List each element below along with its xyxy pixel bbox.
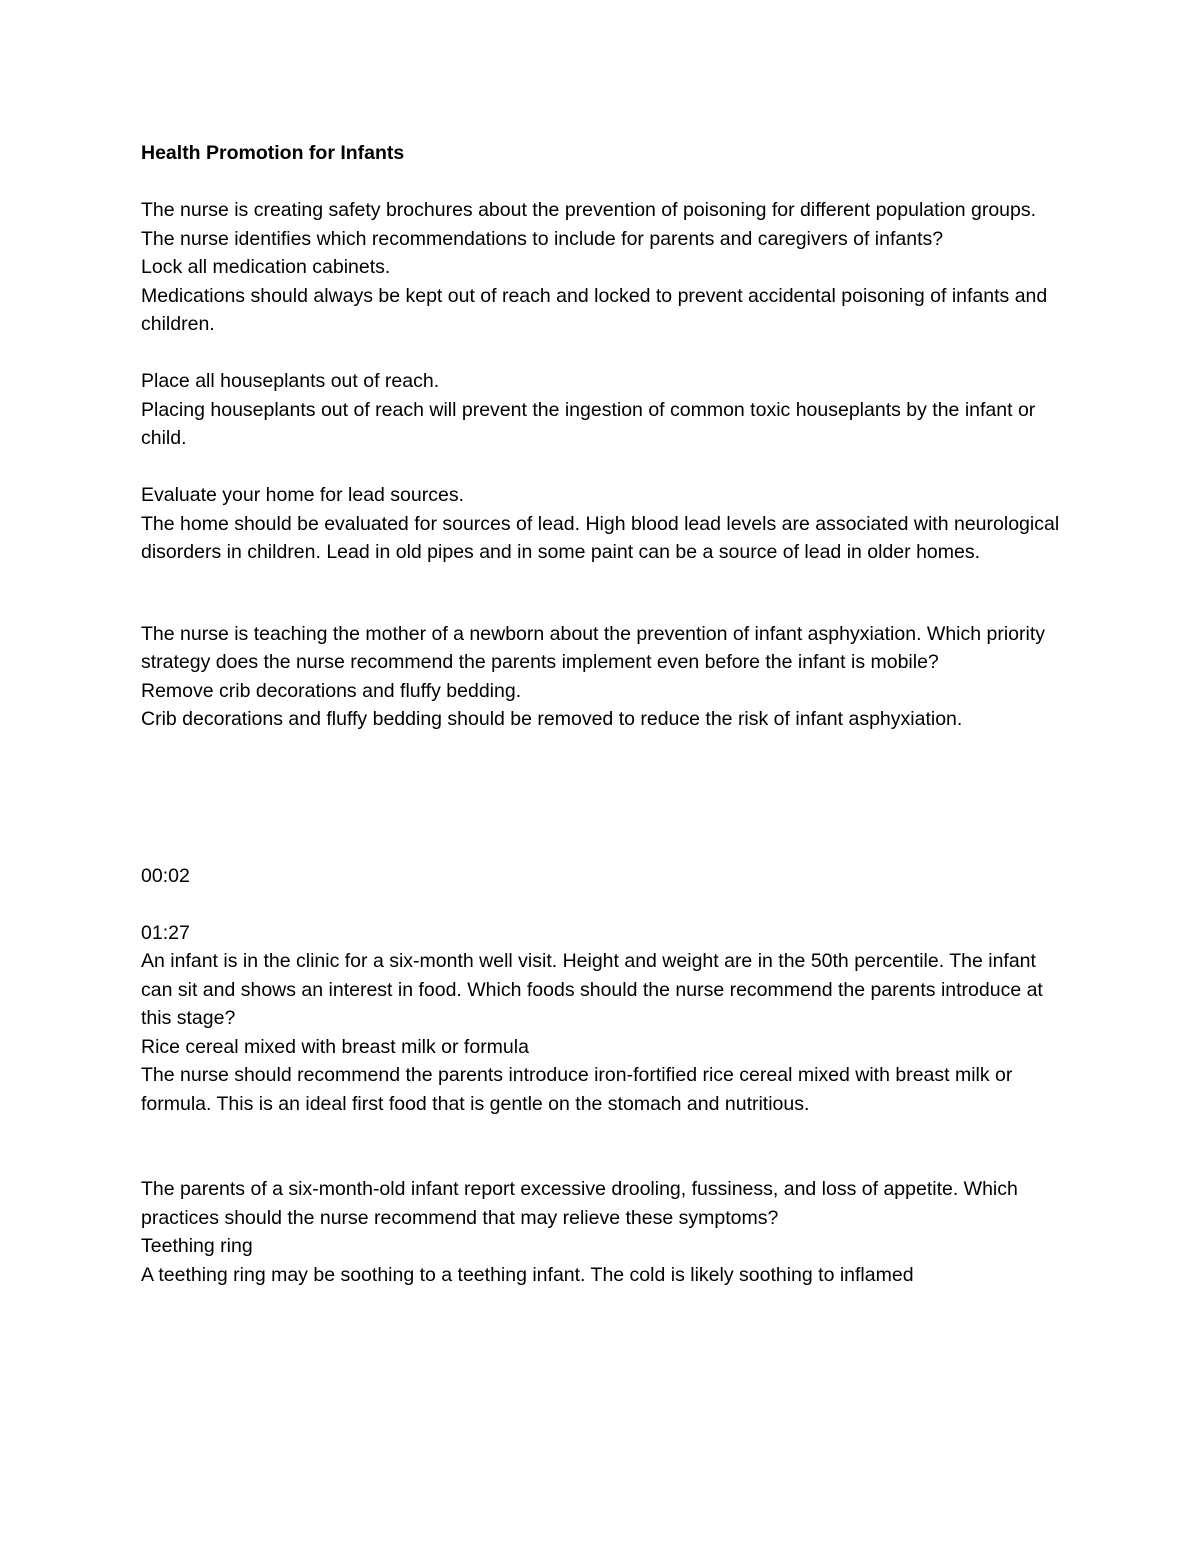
rationale-text: The nurse should recommend the parents introduce iron-fortified rice cereal mixed with breast milk or formula. This is an ideal first food that is gentle on the stomach and nutritious. [141, 1064, 1013, 1115]
spacer [141, 734, 1071, 862]
rationale-text: Placing houseplants out of reach will prevent the ingestion of common toxic houseplants by the infant or child. [141, 398, 1036, 449]
question-text: The nurse is teaching the mother of a newborn about the prevention of infant asphyxiation. Which priority strategy does the nurse recommend the parents implement even before the infant is mobile? [141, 622, 1046, 673]
question-text: The nurse is creating safety brochures about the prevention of poisoning for different population groups. The nurse identifies which recommendations to include for parents and caregivers of infants? [141, 199, 1037, 250]
document-body [141, 139, 1071, 1289]
rationale-text: The home should be evaluated for sources of lead. High blood lead levels are associated with neurological disorders in children. Lead in old pipes and in some paint can be a source of lead in older homes. [141, 512, 1060, 563]
document-title: Health Promotion for Infants [141, 142, 405, 164]
spacer [141, 168, 1071, 197]
question-text: An infant is in the clinic for a six-month well visit. Height and weight are in the 50th percentile. The infant can sit and shows an interest in food. Which foods should the nurse recommend the parents introduce at this stage? [141, 950, 1043, 1029]
spacer [141, 453, 1071, 482]
rationale-text: Medications should always be kept out of reach and locked to prevent accidental poisoning of infants and children. [141, 284, 1048, 335]
rationale-text: A teething ring may be soothing to a teething infant. The cold is likely soothing to inflamed [141, 1263, 914, 1286]
answer-text: Place all houseplants out of reach. [141, 370, 440, 392]
answer-text: Rice cereal mixed with breast milk or formula [141, 1035, 529, 1058]
spacer [141, 890, 1071, 919]
spacer [141, 339, 1071, 368]
answer-text: Evaluate your home for lead sources. [141, 484, 465, 506]
spacer [141, 1118, 1071, 1175]
spacer [141, 567, 1071, 620]
rationale-text: Crib decorations and fluffy bedding should be removed to reduce the risk of infant asphyxiation. [141, 708, 963, 730]
answer-text: Lock all medication cabinets. [141, 256, 391, 278]
answer-text: Teething ring [141, 1235, 253, 1257]
answer-text: Remove crib decorations and fluffy bedding. [141, 679, 522, 702]
question-text: The parents of a six-month-old infant report excessive drooling, fussiness, and loss of appetite. Which practices should the nurse recommend that may relieve these symptoms? [141, 1178, 1018, 1229]
timestamp-text: 00:02 [141, 864, 190, 887]
timestamp-text: 01:27 [141, 921, 190, 944]
